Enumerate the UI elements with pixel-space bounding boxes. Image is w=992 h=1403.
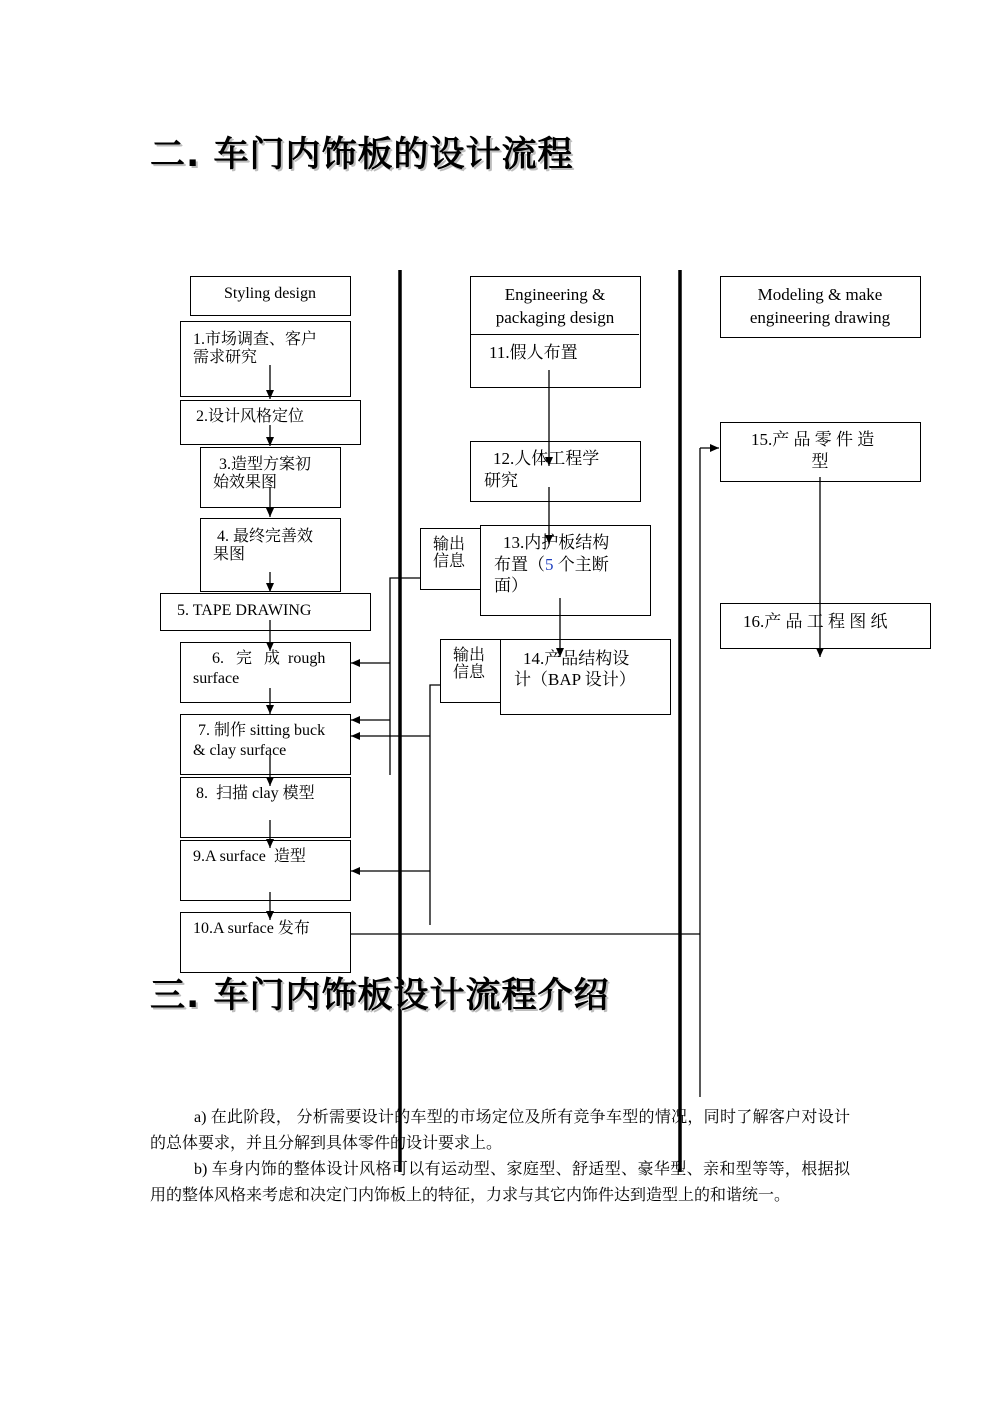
step-4-line2: 果图 (213, 546, 246, 563)
step-4-line1: 4. 最终完善效 (217, 528, 314, 545)
step-6-line2: surface (193, 670, 240, 687)
output-1-bus (390, 578, 421, 775)
step-13-line2-start: 布置（ (494, 555, 545, 574)
step-2-label: 2.设计风格定位 (196, 408, 305, 425)
step-11-label: 11.假人布置 (489, 343, 578, 362)
step-7-line2: & clay surface (193, 742, 287, 759)
step-14-box (500, 639, 671, 715)
step-6-box (180, 642, 351, 703)
output-info-1-line1: 输出 (433, 536, 466, 553)
step-5-box (160, 593, 371, 631)
step-15-box (720, 422, 921, 482)
step-6-line1: 6. 完 成 rough (212, 650, 326, 667)
step-10-label: 10.A surface 发布 (193, 920, 310, 937)
step-3-line2: 始效果图 (213, 474, 278, 491)
step-13-line2-end: 个主断 (553, 555, 609, 574)
step-16-box (720, 603, 931, 649)
step-13-box (480, 525, 651, 616)
step-3-line1: 3.造型方案初 (219, 456, 312, 473)
step-2-box (180, 400, 361, 445)
column-header-engineering-line2: packaging design (495, 308, 615, 327)
section-heading-design-flow: 二. 车门内饰板的设计流程 (150, 135, 574, 175)
output-info-1-box (420, 528, 481, 590)
step-13-section-count: 5 (545, 555, 554, 574)
column-header-modeling-line1: Modeling & make (757, 285, 883, 304)
step-1-line1: 1.市场调查、客户 (193, 331, 318, 348)
output-info-2-line2: 信息 (453, 664, 486, 681)
column-header-engineering-line1: Engineering & (504, 285, 606, 304)
step-13-line1: 13.内护板结构 (503, 533, 610, 552)
section-heading-flow-intro: 三. 车门内饰板设计流程介绍 (150, 976, 610, 1016)
output-info-1-line2: 信息 (433, 553, 466, 570)
step-9-box (180, 840, 351, 901)
step-8-box (180, 777, 351, 838)
column-header-engineering (470, 276, 641, 388)
step-13-line2 (494, 555, 609, 575)
step-12-line1: 12.人体工程学 (493, 449, 600, 468)
step-13-line3: 面） (494, 576, 528, 595)
step-12-line2: 研究 (484, 471, 518, 490)
column-header-styling (190, 276, 351, 316)
column-header-modeling-line2: engineering drawing (749, 308, 891, 327)
step-10-box (180, 912, 351, 973)
output-2-bus (430, 685, 441, 925)
step-12-box (470, 441, 641, 502)
step-9-label: 9.A surface 造型 (193, 848, 306, 865)
step-3-box (200, 447, 341, 508)
step-1-line2: 需求研究 (193, 349, 258, 366)
column-header-styling-label: Styling design (223, 285, 316, 302)
step-14-line1: 14.产品结构设 (523, 649, 630, 668)
step-7-box (180, 714, 351, 775)
step-16-label: 16.产 品 工 程 图 纸 (743, 612, 888, 631)
output-info-2-line1: 输出 (453, 647, 486, 664)
step-7-line1: 7. 制作 sitting buck (198, 722, 326, 739)
intro-paragraphs (150, 1105, 850, 1209)
step-15-line1: 15.产 品 零 件 造 (751, 430, 875, 449)
step-1-box (180, 321, 351, 397)
paragraph-a: a) 在此阶段， 分析需要设计的车型的市场定位及所有竞争车型的情况，同时了解客户对设计的总体要求，并且分解到具体零件的设计要求上。 (150, 1109, 850, 1152)
output-info-2-box (440, 639, 501, 703)
step-15-line2: 型 (811, 452, 829, 471)
engineering-header-divider (471, 334, 639, 335)
column-header-modeling (720, 276, 921, 338)
step-8-label: 8. 扫描 clay 模型 (196, 785, 315, 802)
paragraph-b: b) 车身内饰的整体设计风格可以有运动型、家庭型、舒适型、豪华型、亲和型等等，根据拟用的整体风格来考虑和决定门内饰板上的特征，力求与其它内饰件达到造型上的和谐统一。 (150, 1161, 850, 1204)
step-14-line2: 计（BAP 设计） (514, 670, 636, 689)
step-4-box (200, 518, 341, 592)
step-5-label: 5. TAPE DRAWING (177, 602, 312, 619)
